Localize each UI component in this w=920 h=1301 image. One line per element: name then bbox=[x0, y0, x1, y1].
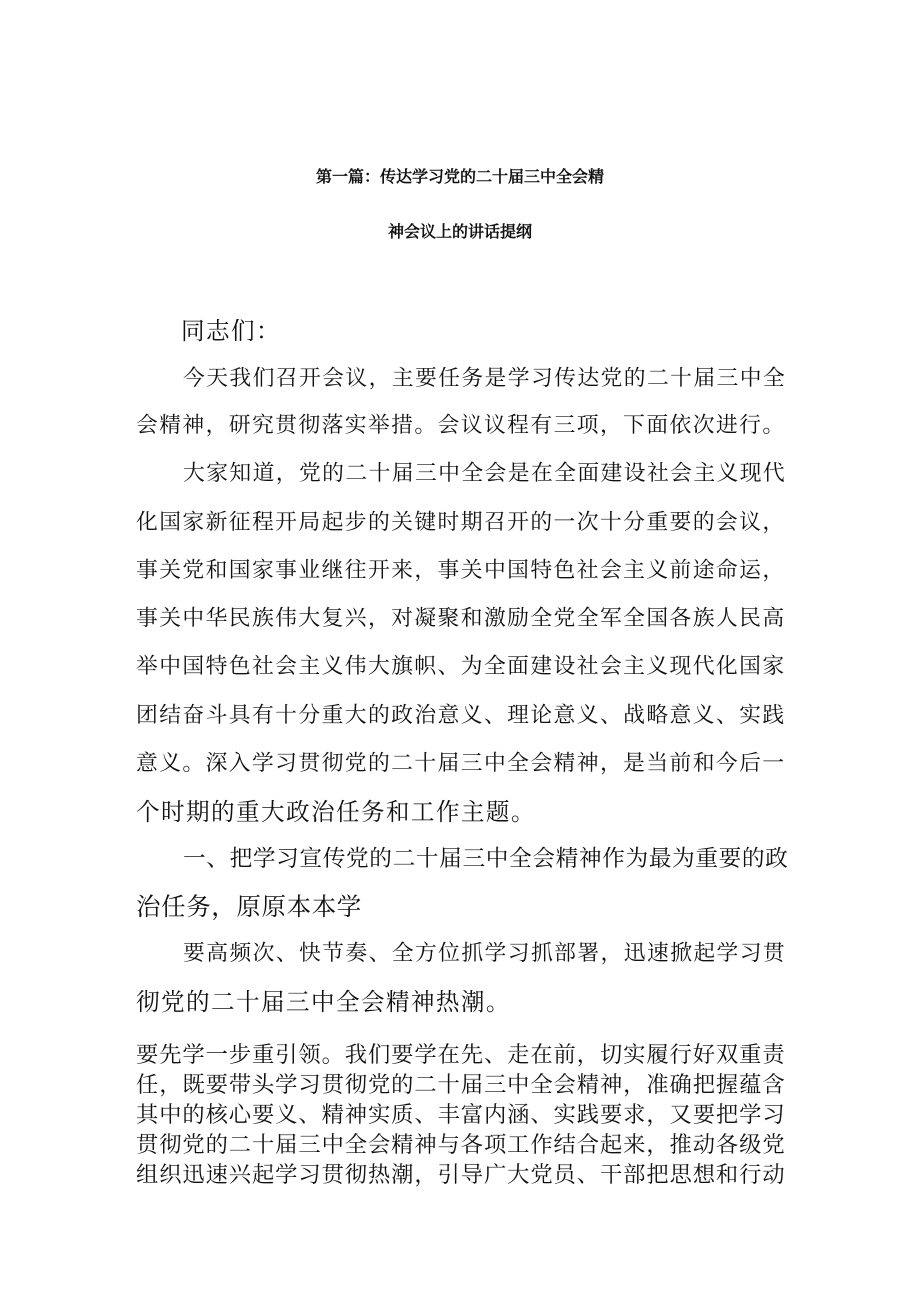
paragraph-line: 大家知道，党的二十届三中全会是在全面建设社会主义现代 bbox=[183, 461, 787, 486]
paragraph-line: 事关党和国家事业继往开来，事关中国特色社会主义前途命运， bbox=[136, 558, 786, 583]
document-title-line-1: 第一篇：传达学习党的二十届三中全会精 bbox=[315, 167, 604, 186]
paragraph-line: 会精神，研究贯彻落实举措。会议议程有三项，下面依次进行。 bbox=[136, 413, 786, 438]
paragraph-line: 任，既要带头学习贯彻党的二十届三中全会精神，准确把握蕴含 bbox=[136, 1072, 786, 1098]
paragraph-line: 贯彻党的二十届三中全会精神与各项工作结合起来，推动各级党 bbox=[136, 1132, 786, 1158]
document-title-line-2: 神会议上的讲话提纲 bbox=[387, 222, 532, 241]
salutation: 同志们： bbox=[181, 317, 281, 345]
paragraph-line: 事关中华民族伟大复兴，对凝聚和激励全党全军全国各族人民高 bbox=[136, 606, 786, 631]
paragraph-line: 举中国特色社会主义伟大旗帜、为全面建设社会主义现代化国家 bbox=[136, 654, 786, 679]
paragraph-line: 彻党的二十届三中全会精神热潮。 bbox=[136, 988, 511, 1016]
paragraph-line: 要先学一步重引领。我们要学在先、走在前，切实履行好双重责 bbox=[136, 1042, 786, 1068]
paragraph-line: 今天我们召开会议，主要任务是学习传达党的二十届三中全 bbox=[183, 366, 787, 391]
section-heading-line-2: 治任务，原原本本学 bbox=[136, 892, 362, 921]
paragraph-line: 化国家新征程开局起步的关键时期召开的一次十分重要的会议， bbox=[136, 510, 786, 535]
paragraph-line: 其中的核心要义、精神实质、丰富内涵、实践要求，又要把学习 bbox=[136, 1102, 786, 1128]
paragraph-line: 要高频次、快节奏、全方位抓学习抓部署，迅速掀起学习贯 bbox=[183, 941, 787, 966]
paragraph-line: 团结奋斗具有十分重大的政治意义、理论意义、战略意义、实践 bbox=[136, 703, 786, 728]
section-heading-line-1: 一、把学习宣传党的二十届三中全会精神作为最为重要的政 bbox=[183, 846, 789, 872]
paragraph-line: 个时期的重大政治任务和工作主题。 bbox=[136, 798, 536, 826]
paragraph-line: 意义。深入学习贯彻党的二十届三中全会精神，是当前和今后一 bbox=[136, 751, 786, 776]
paragraph-line: 组织迅速兴起学习贯彻热潮，引导广大党员、干部把思想和行动 bbox=[136, 1162, 786, 1188]
